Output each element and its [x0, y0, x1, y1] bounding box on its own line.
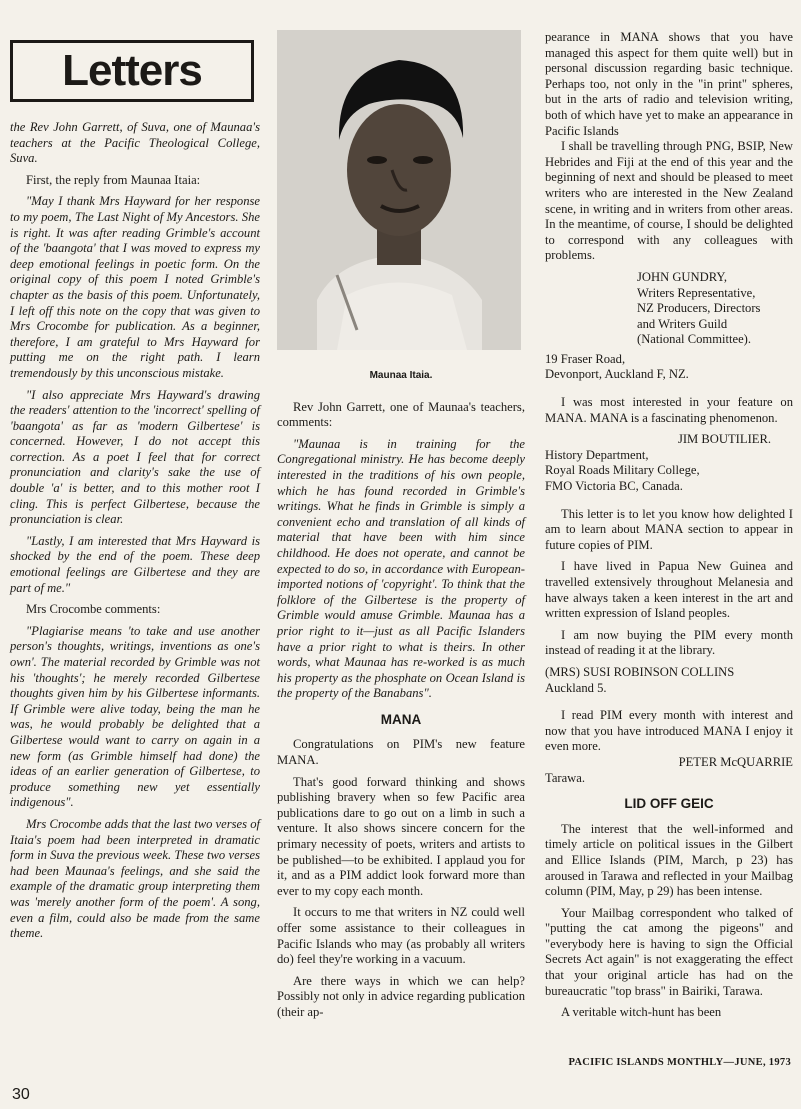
address-block	[545, 352, 793, 383]
signature-line: and Writers Guild	[637, 316, 728, 331]
letter-paragraph: I read PIM every month with interest and now that you have introduced MANA I enjoy it even more.	[545, 708, 793, 754]
address-line: FMO Victoria BC, Canada.	[545, 479, 683, 494]
section-masthead	[10, 40, 254, 102]
address-line: Royal Roads Military College,	[545, 463, 700, 478]
letter-paragraph: "Maunaa is in training for the Congregational ministry. He has become deeply interested in the traditions of his own people, which he has found recorded in Grimble's writings. What he finds in Grimble is simply a convenient echo and translation of all kinds of material that have been with him since childhood. He does not operate, and cannot be expected to do so, in accordance with European-imported notions of 'copyright'. To think that the folklore of the Gilbertese is the property of Grimble would amuse Grimble. Maunaa has a prior right to it—just as all Pacific Islanders have a prior right to what is theirs. In other words, what Maunaa has re-worked is as much his property as the phosphate on Ocean Island is the property of the Banabans".	[277, 436, 525, 701]
letter-paragraph: "Lastly, I am interested that Mrs Hayward is shocked by the end of the poem. These deep emotional feelings are Gilbertese and they are part of me."	[10, 533, 260, 595]
letter-paragraph: Rev John Garrett, one of Maunaa's teachers, comments:	[277, 399, 525, 430]
letter-paragraph: A veritable witch-hunt has been	[561, 1005, 722, 1020]
signature-line: NZ Producers, Directors	[637, 301, 761, 316]
page-number: 30	[12, 1086, 30, 1103]
letters-body-middle	[277, 400, 525, 702]
letter-paragraph: "Plagiarise means 'to take and use another person's thoughts, writings, inventions as one's own'. The material recorded by Grimble was not his 'thoughts'; he merely recorded Gilbertese thoughts given him by his Gilbertese informants. If Grimble were alive today, being the man he was, he would probably be delighted that a Gilbertese would want to carry on again in a new form (as Grimble himself had done) the ideas of an earlier generation of Gilbertese, to produce something new yet essentially indigenous".	[10, 623, 260, 810]
letter-paragraph: I am now buying the PIM every month instead of reading it at the library.	[545, 627, 793, 658]
letter-paragraph: First, the reply from Maunaa Itaia:	[26, 172, 201, 187]
letter-paragraph: The interest that the well-informed and timely article on political issues in the Gilbert and Ellice Islands (PIM, March, p 23) has aroused in Tarawa and reflected in your Mailbag column (PIM, May, p 29) has been intense.	[545, 821, 793, 899]
mana-letters-body	[277, 737, 525, 1020]
signature-line: Auckland 5.	[545, 680, 607, 695]
signature: JIM BOUTILIER.	[677, 432, 771, 447]
column-middle	[277, 30, 525, 1027]
portrait-illustration	[277, 30, 521, 350]
column-left	[10, 40, 260, 948]
signature-block	[545, 270, 793, 348]
signature-line: Writers Representative,	[637, 285, 756, 300]
geic-heading: LID OFF GEIC	[624, 796, 714, 812]
signature: PETER McQUARRIE	[678, 754, 793, 769]
letter-paragraph: I was most interested in your feature on MANA. MANA is a fascinating phenomenon.	[545, 395, 793, 425]
signature-line: (National Committee).	[637, 332, 752, 347]
address-line: Tarawa.	[545, 770, 586, 785]
letter-body	[545, 507, 793, 659]
mana-heading: MANA	[380, 711, 422, 727]
letter-paragraph: I shall be travelling through PNG, BSIP, New Hebrides and Fiji at the end of this year and the beginning of next and should be pleased to meet writers who are interested in the New Zealand scene, in writing and in writers from other areas. In the meantime, of course, I should be delighted to correspond with any colleagues with problems.	[545, 139, 793, 263]
letter-paragraph: Mrs Crocombe comments:	[26, 602, 161, 617]
letter-paragraph: "I also appreciate Mrs Hayward's drawing the readers' attention to the 'incorrect' spelling of 'baangota' as far as 'modern Gilbertese' is concerned. However, I do not accept this correction. As a poet I feel that for correct pronunciation and clarity's sake the use of double 'a' is better, and to this mother root I cling. This is perfect Gilbertese, because the pronunciation is clear.	[10, 387, 260, 527]
signature-block	[545, 665, 793, 696]
signature-line: JOHN GUNDRY,	[637, 269, 728, 284]
address-block	[545, 448, 793, 495]
letter-paragraph: Your Mailbag correspondent who talked of "putting the cat among the pigeons" and "everybody here is having to sign the Official Secrets Act again" is not exaggerating the effect that your original article has had on the bureaucratic "top brass" in Bairiki, Tarawa.	[545, 905, 793, 998]
address-line: History Department,	[545, 447, 649, 462]
address-line: 19 Fraser Road,	[545, 351, 626, 366]
letter-paragraph: It occurs to me that writers in NZ could well offer some assistance to their colleagues in Pacific Islands who may (as probably all writers do) feel they're working in a vacuum.	[277, 905, 525, 967]
signature-line: (MRS) SUSI ROBINSON COLLINS	[545, 664, 735, 679]
magazine-footer: PACIFIC ISLANDS MONTHLY—JUNE, 1973	[568, 1057, 791, 1068]
letter-paragraph: Congratulations on PIM's new feature MANA.	[277, 737, 525, 768]
letter-paragraph: pearance in MANA shows that you have managed this aspect for them quite well) but in personal discussion regarding basic technique. Perhaps too, not only in the "in print" spheres, but in the arts of radio and television writing, both of which have yet to make an appearance in Pacific Islands	[545, 30, 793, 138]
photo-caption: Maunaa Itaia.	[369, 370, 433, 381]
address-line: Devonport, Auckland F, NZ.	[545, 367, 689, 382]
column-right	[545, 30, 793, 1027]
letter-paragraph: the Rev John Garrett, of Suva, one of Maunaa's teachers at the Pacific Theological College, Suva.	[10, 120, 260, 166]
letter-paragraph: Are there ways in which we can help? Possibly not only in advice regarding publication (their ap-	[277, 973, 525, 1019]
letter-paragraph: Mrs Crocombe adds that the last two verses of Itaia's poem had been interpreted in dramatic form in Suva the previous week. These two verses had been Maunaa's feelings, and she said the example of the dramatic group interpreting them was 'merely another form of the poem'. A song, even a film, could also be made from the same theme.	[10, 816, 260, 941]
portrait-photo	[277, 30, 521, 350]
letter-paragraph: I have lived in Papua New Guinea and travelled extensively throughout Melanesia and have always taken a keen interest in the art and written expression of Island peoples.	[545, 559, 793, 621]
letter-paragraph: "May I thank Mrs Hayward for her response to my poem, The Last Night of My Ancestors. She is right. It was after reading Grimble's account of the 'baangota' that I was moved to express my deep emotional feelings in poetic form. On the original copy of this poem I noted Grimble's chapter as the basis of this poem. Unfortunately, I left off this note on the copy that was given to Mrs Crocombe for publication. As a beginner, therefore, I am grateful to Mrs Hayward for putting me on the right path. I learn tremendously by this unconscious mistake.	[10, 194, 260, 380]
letter-paragraph: This letter is to let you know how delighted I am to learn about MANA section to appear in future copies of PIM.	[545, 506, 793, 552]
geic-letter-body	[545, 822, 793, 1021]
letter-paragraph: That's good forward thinking and shows publishing bravery when so few Pacific area publications dare to go out on a limb in such a venture. It also shows sincere concern for the primary necessity of poets, writers and artists to be published—to be exhibited. I applaud you for it, and as a PIM addict look forward more than ever to my copy each month.	[277, 774, 525, 898]
section-title: Letters	[62, 46, 202, 96]
letters-body-left	[10, 120, 260, 942]
